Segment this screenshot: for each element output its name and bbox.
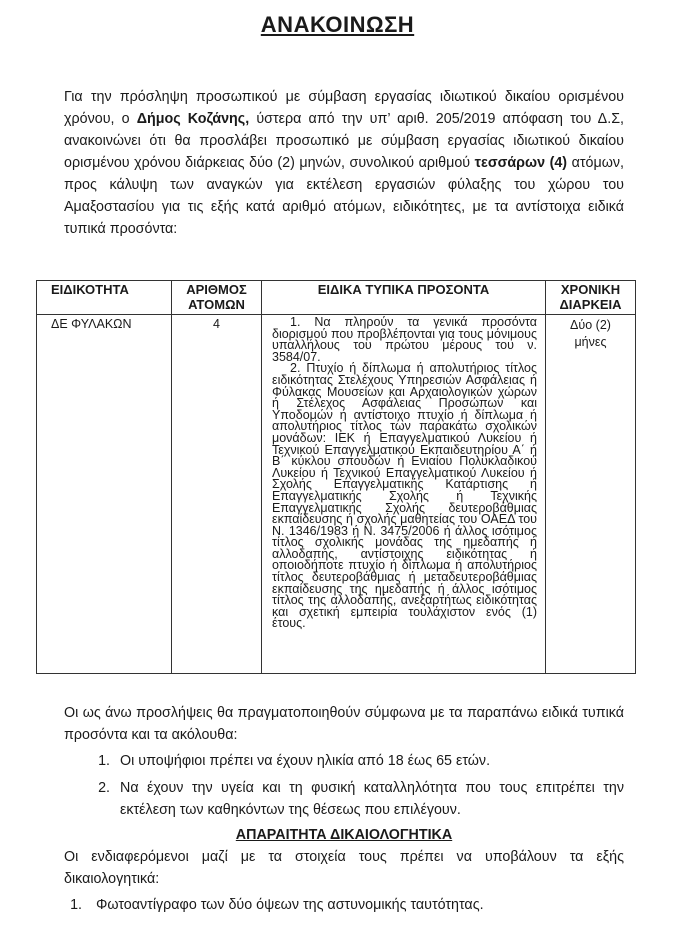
table-row <box>37 315 636 674</box>
total-persons: τεσσάρων (4) <box>474 155 568 171</box>
required-docs-heading: ΑΠΑΡΑΙΤΗΤΑ ΔΙΚΑΙΟΛΟΓΗΤΙΚΑ <box>235 827 453 843</box>
conditions-list <box>64 750 624 821</box>
header-count: ΑΡΙΘΜΟΣ ΑΤΟΜΩΝ <box>172 281 262 315</box>
table-header-row <box>37 281 636 315</box>
list-item: 1. Φωτοαντίγραφο των δύο όψεων της αστυνομικής ταυτότητας. <box>86 894 624 916</box>
cell-specialty: ΔΕ ΦΥΛΑΚΩΝ <box>37 315 172 674</box>
required-docs-intro: Οι ενδιαφερόμενοι μαζί με τα στοιχεία τους πρέπει να υποβάλουν τα εξής δικαιολογητικά: <box>64 849 624 887</box>
required-docs-list <box>64 894 624 916</box>
header-specialty: ΕΙΔΙΚΟΤΗΤΑ <box>37 281 172 315</box>
intro-text-3: ατόμων, προς κάλυψη των αναγκών για εκτέλεση εργασιών φύλαξης του χώρου του Αμαξοστασίου για τις εξής κατά αριθμό ατόμων, ειδικότητες, με τα αντίστοιχα ειδικά τυπικά προσόντα: <box>64 155 624 237</box>
header-qualifications: ΕΙΔΙΚΑ ΤΥΠΙΚΑ ΠΡΟΣΟΝΤΑ <box>262 281 546 315</box>
cell-duration: Δύο (2) μήνες <box>546 315 636 674</box>
cell-count: 4 <box>172 315 262 674</box>
intro-text-1: Για την πρόσληψη προσωπικού με σύμβαση εργασίας ιδιωτικού δικαίου ορισμένου χρόνου, ο <box>64 89 624 127</box>
header-duration: ΧΡΟΝΙΚΗ ΔΙΑΡΚΕΙΑ <box>546 281 636 315</box>
list-item: 2. Να έχουν την υγεία και τη φυσική καταλληλότητα που τους επιτρέπει την εκτέλεση των καθηκόντων της θέσεως που επιλέγουν. <box>114 777 624 821</box>
page-title: ΑΝΑΚΟΙΝΩΣΗ <box>260 12 415 37</box>
qualification-item: 1. Να πληρούν τα γενικά προσόντα διορισμού που προβλέπονται για τους μόνιμους υπαλλήλους του πρώτου μέρους του ν. 3584/07. <box>272 315 537 364</box>
positions-table <box>36 280 636 674</box>
qualification-item: 2. Πτυχίο ή δίπλωμα ή απολυτήριος τίτλος ειδικότητας Στελέχους Υπηρεσιών Ασφάλειας ή Φύλακας Μουσείων και Αρχαιολογικών χώρων ή Στέλεχος Ασφάλειας Προσώπων και Υποδομών ή αντίστοιχο πτυχίο ή δίπλωμα ή απολυτήριος τίτλος των παρακάτω σχολικών μονάδων: ΙΕΚ ή Επαγγελματικού Λυκείου ή Τεχνικού Επαγγελματικού Εκπαιδευτηρίου Α΄ ή Β΄ κύκλου σπουδών ή Ενιαίου Πολυκλαδικού Λυκείου ή Τεχνικού Επαγγελματικού Λυκείου ή Σχολής Επαγγελματικής Κατάρτισης ή Επαγγελματικής Σχολής ή Τεχνικής Επαγγελματικής Σχολής δευτεροβάθμιας εκπαίδευσης ή σχολής μαθητείας του ΟΑΕΔ του Ν. 1346/1983 ή Ν. 3475/2006 ή άλλος ισότιμος τίτλος σχολικής μονάδας της ημεδαπής ή αλλοδαπής, αντίστοιχης ειδικότητας ή οποιοδήποτε πτυχίο ή δίπλωμα ή απολυτήριος τίτλος δευτεροβάθμιας ή μεταδευτεροβάθμιας εκπαίδευσης της ημεδαπής ή άλλος ισότιμος τίτλος της αλλοδαπής, ανεξαρτήτως ειδικότητας και σχετική εμπειρία τουλάχιστον ενός (1) έτους. <box>272 361 537 631</box>
after-table-section <box>64 702 624 916</box>
intro-text-2: ύστερα από την υπ’ αριθ. 205/2019 απόφαση του Δ.Σ, ανακοινώνει ότι θα προσλάβει προσωπικό με σύμβαση εργασίας ιδιωτικού δικαίου ορισμένου χρόνου διάρκειας δύο (2) μηνών, συνολικού αριθμού <box>64 111 625 171</box>
municipality-name: Δήμος Κοζάνης, <box>136 111 250 127</box>
list-item: 1. Οι υποψήφιοι πρέπει να έχουν ηλικία από 18 έως 65 ετών. <box>114 750 624 772</box>
after-table-text: Οι ως άνω προσλήψεις θα πραγματοποιηθούν σύμφωνα με τα παραπάνω ειδικά τυπικά προσόντα και τα ακόλουθα: <box>64 705 624 743</box>
intro-paragraph <box>64 86 624 240</box>
cell-qualifications <box>262 315 546 674</box>
